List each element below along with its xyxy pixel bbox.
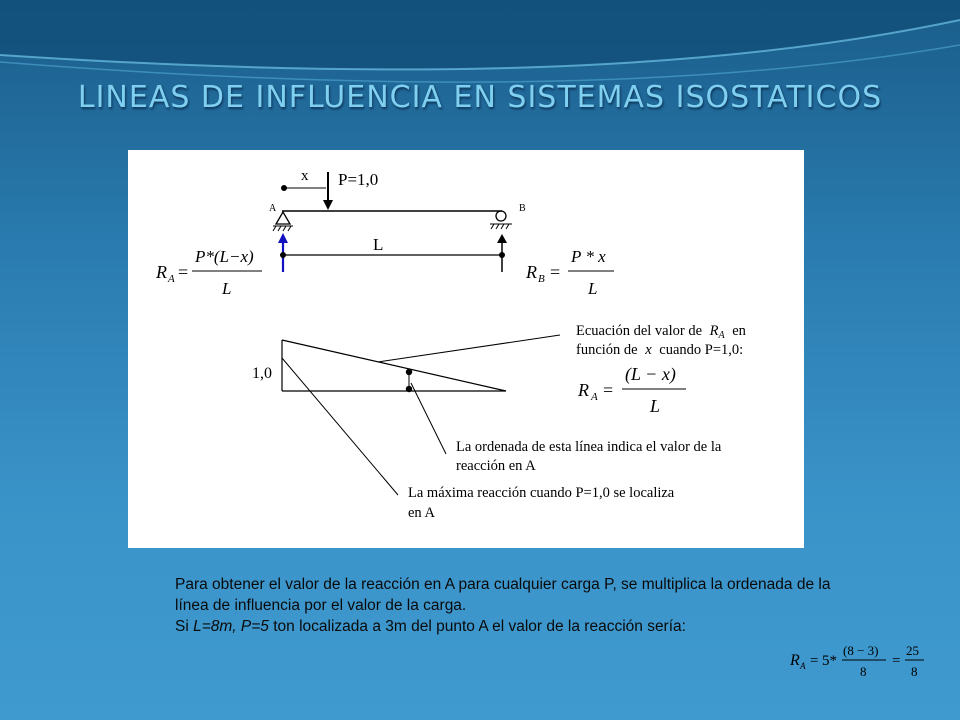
svg-text:A: A [800,661,806,671]
svg-text:=: = [550,262,561,282]
eq-sub: A [591,391,598,403]
ordinate-note-1: La ordenada de esta línea indica el valor de la [456,439,722,455]
svg-text:=: = [892,653,901,669]
load-label: P=1,0 [338,170,379,189]
svg-text:=: = [603,380,614,400]
svg-text:=: = [810,653,819,669]
equation-text-1: Ecuación del valor de [576,323,703,339]
x-label: x [301,168,309,184]
svg-text:8: 8 [911,664,918,679]
svg-text:25: 25 [906,643,919,658]
slide-title: LINEAS DE INFLUENCIA EN SISTEMAS ISOSTATICOS [77,80,883,115]
diagram-figure [128,150,804,548]
rb-lhs: R [526,262,537,282]
eq-lhs: R [578,380,589,400]
eq-denominator: L [650,396,661,416]
leader-equation [378,335,560,362]
explanation-text [175,574,855,637]
svg-text:(8 − 3): (8 − 3) [843,643,879,658]
paragraph-2: Si L=8m, P=5 ton localizada a 3m del punto A el valor de la reacción sería: [175,618,686,635]
span-label: L [373,235,384,254]
max-note-2: en A [408,505,435,521]
result-formula [790,637,930,683]
leader-max [282,358,398,495]
leader-ordinate [411,383,446,454]
ordinate-label: 1,0 [252,365,272,382]
svg-text:=: = [178,262,189,282]
svg-text:Ecuación del valor de RA: Ecuación del valor de $R_A$ en [576,323,746,341]
rb-denominator: L [588,279,598,298]
ra-denominator: L [222,279,232,298]
rb-sub: B [538,273,545,285]
eq-numerator: (L − x) [625,364,676,384]
svg-text:R: R [790,652,800,669]
paragraph-1: Para obtener el valor de la reacción en A para cualquier carga P, se multiplica la ordenada de la línea de influencia por el valor de la carga. [175,576,831,614]
support-a-label: A [269,203,277,214]
max-note-1: La máxima reacción cuando P=1,0 se localiza [408,485,675,501]
support-b-roller [496,211,506,221]
ra-numerator: P*(L−x) [195,247,254,266]
rb-numerator: P * x [571,247,606,266]
support-a-pin [276,212,290,224]
svg-text:8: 8 [860,664,867,679]
support-b-label: B [519,203,526,214]
ordinate-note-2: reacción en A [456,458,536,474]
svg-text:5*: 5* [822,653,837,669]
ra-lhs: R [156,262,167,282]
equation-text-2: función de [576,342,638,358]
svg-text:función de x cuand: función de x cuando P=1,0: [576,342,744,358]
ra-sub: A [168,273,175,285]
